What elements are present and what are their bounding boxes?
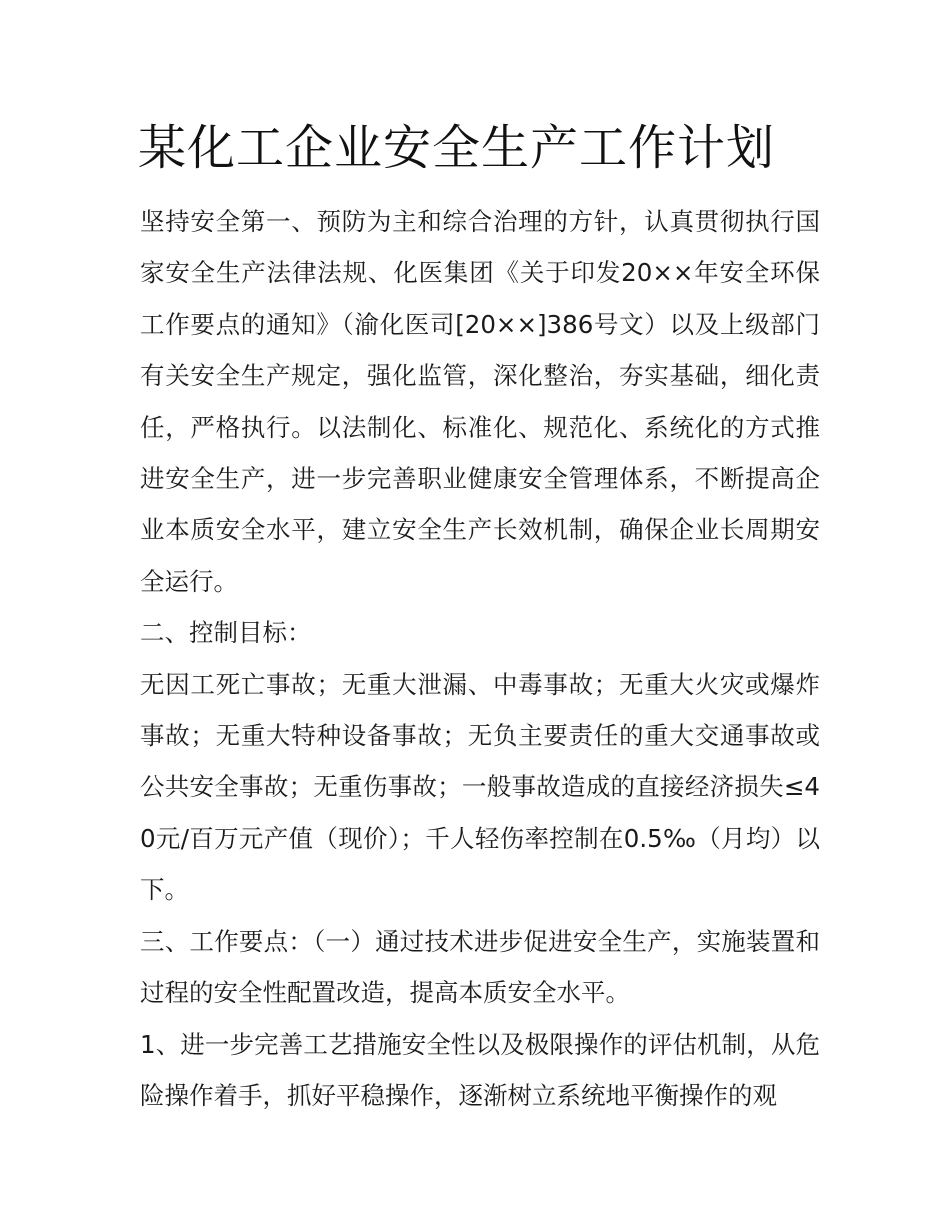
heading-control-targets: 二、控制目标： <box>140 618 312 648</box>
document-body <box>140 196 820 1121</box>
paragraph-policy: 坚持安全第一、预防为主和综合治理的方针，认真贯彻执行国家安全生产法律法规、化医集团《关于印发20××年安全环保工作要点的通知》（渝化医司[20××]386号文）以及上级部门有关安全生产规定，强化监管，深化整治，夯实基础，细化责任，严格执行。以法制化、标准化、规范化、系统化的方式推进安全生产，进一步完善职业健康安全管理体系，不断提高企业本质安全水平，建立安全生产长效机制，确保企业长周期安全运行。 <box>140 207 820 596</box>
document-title: 某化工企业安全生产工作计划 <box>138 120 776 176</box>
heading-work-points: 三、工作要点：（一）通过技术进步促进安全生产，实施装置和过程的安全性配置改造，提高本质安全水平。 <box>140 926 820 1008</box>
paragraph-control-targets: 无因工死亡事故；无重大泄漏、中毒事故；无重大火灾或爆炸事故；无重大特种设备事故；无负主要责任的重大交通事故或公共安全事故；无重伤事故；一般事故造成的直接经济损失≤40元/百万元产值（现价）；千人轻伤率控制在0.5‰（月均）以下。 <box>140 669 820 905</box>
paragraph-item-1: 1、进一步完善工艺措施安全性以及极限操作的评估机制，从危险操作着手，抓好平稳操作，逐渐树立系统地平衡操作的观 <box>140 1029 820 1110</box>
